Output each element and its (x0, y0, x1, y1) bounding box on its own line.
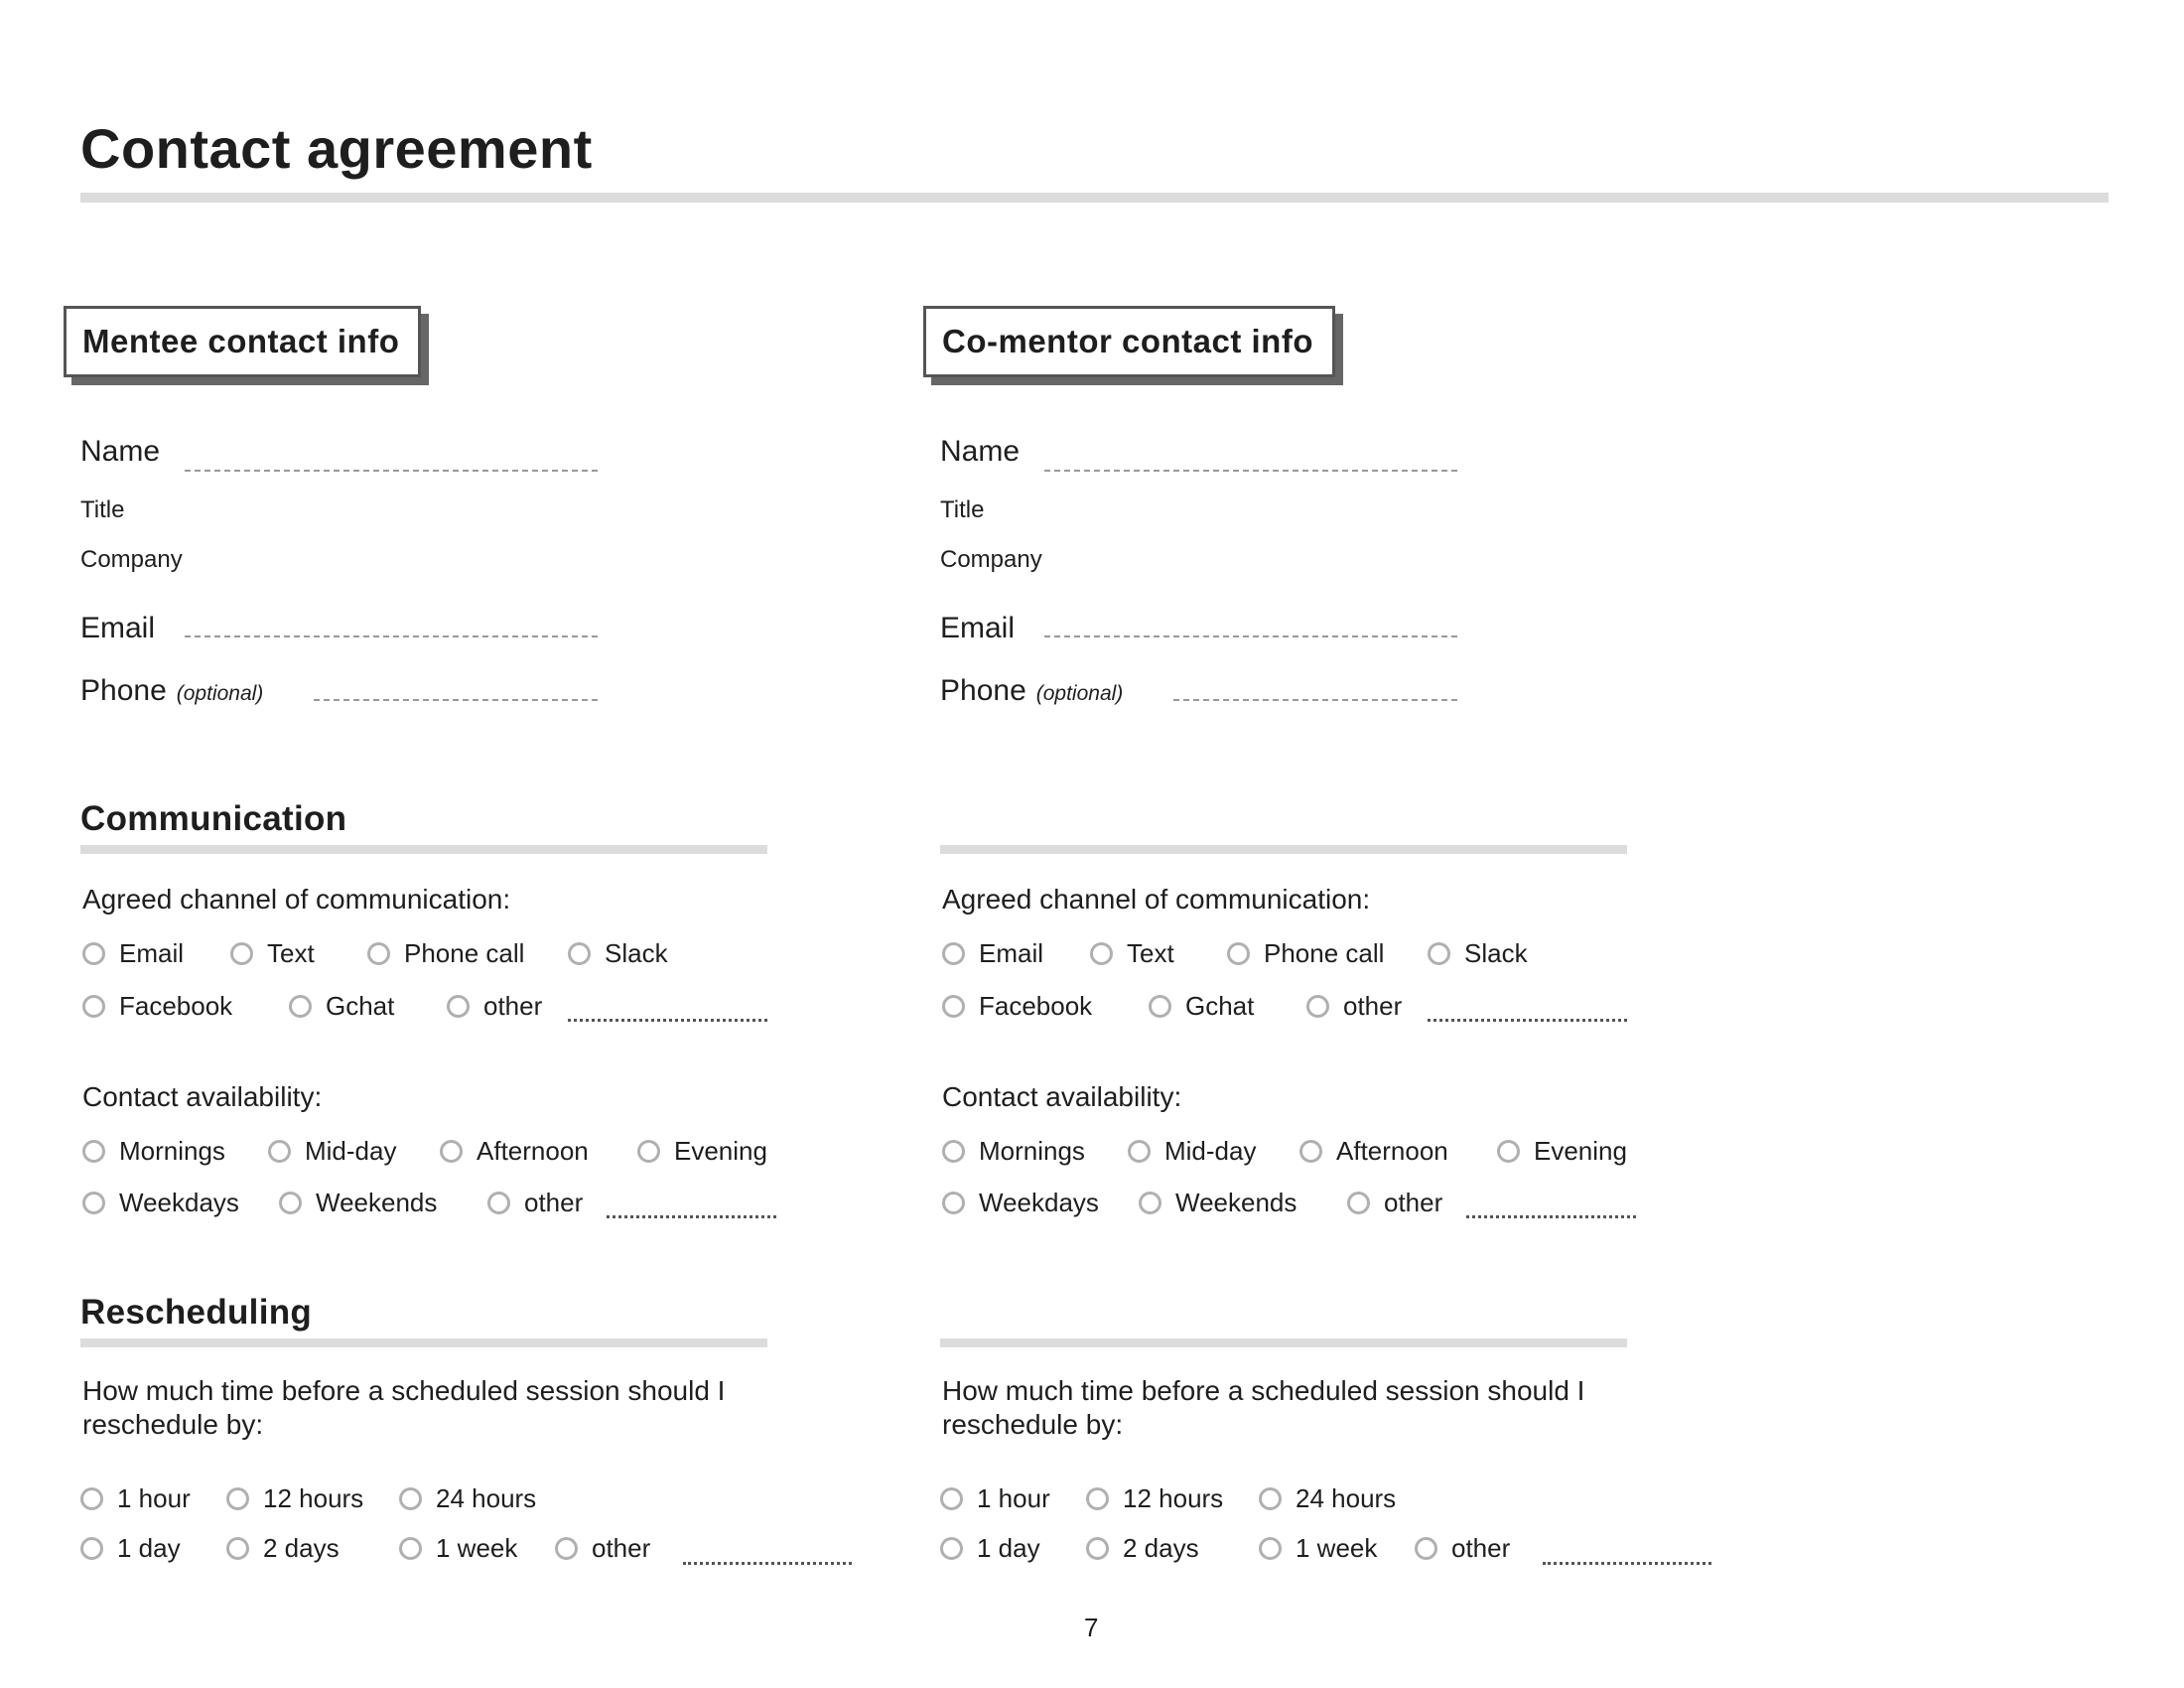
radio-icon (289, 995, 312, 1018)
availability-other-field[interactable] (1466, 1215, 1636, 1218)
rescheduling-divider (80, 1338, 767, 1347)
comentor-phone-field[interactable] (1173, 699, 1457, 701)
availability-afternoon-option[interactable] (1299, 1136, 1448, 1167)
radio-icon (1086, 1537, 1109, 1560)
reschedule-1-week-option[interactable] (1259, 1533, 1377, 1564)
availability-question: Contact availability: (82, 1081, 323, 1112)
channel-other-label: other (483, 991, 543, 1021)
channel-email-option[interactable] (82, 938, 184, 969)
radio-icon (226, 1537, 249, 1560)
reschedule-other-field[interactable] (1543, 1562, 1711, 1565)
radio-icon (230, 942, 253, 965)
radio-icon (487, 1192, 510, 1214)
reschedule-2-days-label: 2 days (263, 1533, 340, 1563)
reschedule-12-hours-option[interactable] (226, 1483, 363, 1514)
channel-facebook-option[interactable] (82, 991, 232, 1022)
mentee-name-label: Name (80, 435, 161, 468)
mentee-phone-field[interactable] (314, 699, 598, 701)
channel-other-field[interactable] (568, 1019, 767, 1022)
communication-divider (80, 845, 767, 854)
radio-icon (268, 1140, 291, 1163)
availability-evening-label: Evening (674, 1136, 767, 1166)
availability-question: Contact availability: (942, 1081, 1182, 1112)
channel-phone-call-option[interactable] (1227, 938, 1384, 969)
reschedule-2-days-option[interactable] (1086, 1533, 1199, 1564)
reschedule-1-hour-option[interactable] (80, 1483, 191, 1514)
reschedule-2-days-label: 2 days (1123, 1533, 1199, 1563)
reschedule-1-day-option[interactable] (80, 1533, 181, 1564)
channel-text-label: Text (1127, 938, 1174, 968)
channel-text-option[interactable] (230, 938, 315, 969)
reschedule-other-label: other (1451, 1533, 1511, 1563)
availability-mornings-option[interactable] (942, 1136, 1085, 1167)
mentee-email-label: Email (80, 612, 156, 644)
radio-icon (1428, 942, 1450, 965)
reschedule-1-hour-label: 1 hour (977, 1483, 1050, 1513)
radio-icon (940, 1487, 963, 1510)
availability-evening-option[interactable] (637, 1136, 767, 1167)
comentor-phone-label-text: Phone (940, 674, 1026, 707)
radio-icon (942, 995, 965, 1018)
radio-icon (447, 995, 470, 1018)
comentor-email-label: Email (940, 612, 1016, 644)
reschedule-12-hours-option[interactable] (1086, 1483, 1223, 1514)
reschedule-24-hours-label: 24 hours (436, 1483, 537, 1513)
channel-slack-label: Slack (605, 938, 668, 968)
radio-icon (1306, 995, 1329, 1018)
availability-evening-option[interactable] (1497, 1136, 1627, 1167)
channel-facebook-label: Facebook (979, 991, 1093, 1021)
availability-weekends-option[interactable] (1139, 1188, 1297, 1218)
radio-icon (279, 1192, 302, 1214)
radio-icon (1227, 942, 1250, 965)
reschedule-other-field[interactable] (683, 1562, 852, 1565)
availability-weekends-label: Weekends (1175, 1188, 1297, 1217)
channel-question: Agreed channel of communication: (82, 884, 511, 914)
channel-other-option[interactable] (1306, 991, 1402, 1022)
availability-midday-label: Mid-day (305, 1136, 397, 1166)
availability-weekdays-option[interactable] (942, 1188, 1099, 1218)
mentee-email-field[interactable] (185, 635, 598, 637)
channel-question: Agreed channel of communication: (942, 884, 1371, 914)
reschedule-1-hour-option[interactable] (940, 1483, 1050, 1514)
availability-other-label: other (1384, 1188, 1443, 1217)
channel-email-label: Email (979, 938, 1044, 968)
channel-phone-call-label: Phone call (1264, 938, 1385, 968)
reschedule-question: How much time before a scheduled session should I reschedule by: (942, 1375, 1585, 1441)
channel-facebook-option[interactable] (942, 991, 1092, 1022)
radio-icon (1259, 1487, 1282, 1510)
radio-icon (82, 995, 105, 1018)
channel-slack-option[interactable] (1428, 938, 1528, 969)
radio-icon (1139, 1192, 1161, 1214)
comentor-phone-label (940, 676, 1123, 706)
radio-icon (367, 942, 390, 965)
reschedule-other-option[interactable] (1415, 1533, 1510, 1564)
radio-icon (1415, 1537, 1437, 1560)
mentee-info-heading-box (64, 306, 421, 377)
availability-mornings-label: Mornings (979, 1136, 1085, 1166)
radio-icon (1347, 1192, 1370, 1214)
reschedule-24-hours-label: 24 hours (1296, 1483, 1397, 1513)
reschedule-other-label: other (592, 1533, 651, 1563)
availability-afternoon-option[interactable] (440, 1136, 589, 1167)
radio-icon (1086, 1487, 1109, 1510)
page-title: Contact agreement (80, 117, 593, 180)
reschedule-1-day-label: 1 day (977, 1533, 1040, 1563)
channel-facebook-label: Facebook (119, 991, 233, 1021)
channel-text-label: Text (267, 938, 315, 968)
channel-gchat-option[interactable] (1149, 991, 1254, 1022)
reschedule-12-hours-label: 12 hours (263, 1483, 364, 1513)
availability-midday-option[interactable] (268, 1136, 396, 1167)
reschedule-question: How much time before a scheduled session should I reschedule by: (82, 1375, 726, 1441)
channel-phone-call-label: Phone call (404, 938, 525, 968)
radio-icon (942, 1140, 965, 1163)
channel-gchat-option[interactable] (289, 991, 394, 1022)
availability-mornings-label: Mornings (119, 1136, 225, 1166)
radio-icon (226, 1487, 249, 1510)
radio-icon (1090, 942, 1113, 965)
availability-afternoon-label: Afternoon (477, 1136, 589, 1166)
comentor-name-label: Name (940, 435, 1021, 468)
reschedule-2-days-option[interactable] (226, 1533, 340, 1564)
radio-icon (568, 942, 591, 965)
channel-other-field[interactable] (1428, 1019, 1627, 1022)
reschedule-24-hours-option[interactable] (399, 1483, 536, 1514)
reschedule-1-week-option[interactable] (399, 1533, 517, 1564)
channel-phone-call-option[interactable] (367, 938, 524, 969)
radio-icon (940, 1537, 963, 1560)
reschedule-1-week-label: 1 week (1296, 1533, 1378, 1563)
availability-other-label: other (524, 1188, 584, 1217)
availability-weekdays-label: Weekdays (119, 1188, 239, 1217)
mentee-info-heading: Mentee contact info (82, 323, 400, 359)
radio-icon (1149, 995, 1171, 1018)
communication-heading: Communication (80, 799, 347, 838)
reschedule-1-week-label: 1 week (436, 1533, 518, 1563)
channel-slack-label: Slack (1464, 938, 1528, 968)
radio-icon (637, 1140, 660, 1163)
radio-icon (1259, 1537, 1282, 1560)
reschedule-other-option[interactable] (555, 1533, 650, 1564)
radio-icon (1299, 1140, 1322, 1163)
communication-divider (940, 845, 1627, 854)
reschedule-1-day-label: 1 day (117, 1533, 181, 1563)
comentor-name-field[interactable] (1044, 470, 1457, 472)
reschedule-1-day-option[interactable] (940, 1533, 1040, 1564)
comentor-phone-optional-note: (optional) (1035, 682, 1124, 705)
availability-other-option[interactable] (487, 1188, 583, 1218)
channel-slack-option[interactable] (568, 938, 668, 969)
mentee-phone-optional-note: (optional) (176, 682, 264, 705)
comentor-info-heading-box (923, 306, 1335, 377)
channel-gchat-label: Gchat (1185, 991, 1255, 1021)
mentee-phone-label (80, 676, 263, 706)
channel-other-label: other (1343, 991, 1403, 1021)
mentee-column (0, 0, 893, 1688)
comentor-info-heading: Co-mentor contact info (942, 323, 1313, 359)
radio-icon (82, 1140, 105, 1163)
availability-midday-label: Mid-day (1164, 1136, 1257, 1166)
reschedule-12-hours-label: 12 hours (1123, 1483, 1224, 1513)
radio-icon (399, 1487, 422, 1510)
radio-icon (440, 1140, 463, 1163)
availability-other-field[interactable] (607, 1215, 776, 1218)
mentee-phone-label-text: Phone (80, 674, 167, 707)
channel-text-option[interactable] (1090, 938, 1174, 969)
comentor-title-label: Title (940, 496, 985, 523)
radio-icon (555, 1537, 578, 1560)
mentee-company-label: Company (80, 546, 183, 573)
rescheduling-heading: Rescheduling (80, 1293, 313, 1332)
radio-icon (942, 1192, 965, 1214)
mentee-title-label: Title (80, 496, 125, 523)
mentee-name-field[interactable] (185, 470, 598, 472)
radio-icon (399, 1537, 422, 1560)
availability-mornings-option[interactable] (82, 1136, 225, 1167)
availability-afternoon-label: Afternoon (1336, 1136, 1448, 1166)
comentor-column (860, 0, 1753, 1688)
channel-other-option[interactable] (447, 991, 542, 1022)
radio-icon (82, 942, 105, 965)
channel-gchat-label: Gchat (326, 991, 395, 1021)
reschedule-1-hour-label: 1 hour (117, 1483, 191, 1513)
radio-icon (80, 1487, 103, 1510)
comentor-email-field[interactable] (1044, 635, 1457, 637)
comentor-company-label: Company (940, 546, 1042, 573)
rescheduling-divider (940, 1338, 1627, 1347)
channel-email-option[interactable] (942, 938, 1043, 969)
page-number: 7 (1084, 1613, 1099, 1642)
radio-icon (942, 942, 965, 965)
radio-icon (1497, 1140, 1520, 1163)
availability-midday-option[interactable] (1128, 1136, 1256, 1167)
availability-weekdays-label: Weekdays (979, 1188, 1099, 1217)
radio-icon (1128, 1140, 1151, 1163)
availability-weekends-label: Weekends (316, 1188, 438, 1217)
availability-weekdays-option[interactable] (82, 1188, 239, 1218)
availability-evening-label: Evening (1534, 1136, 1627, 1166)
channel-email-label: Email (119, 938, 185, 968)
radio-icon (82, 1192, 105, 1214)
reschedule-24-hours-option[interactable] (1259, 1483, 1396, 1514)
availability-weekends-option[interactable] (279, 1188, 437, 1218)
radio-icon (80, 1537, 103, 1560)
availability-other-option[interactable] (1347, 1188, 1442, 1218)
